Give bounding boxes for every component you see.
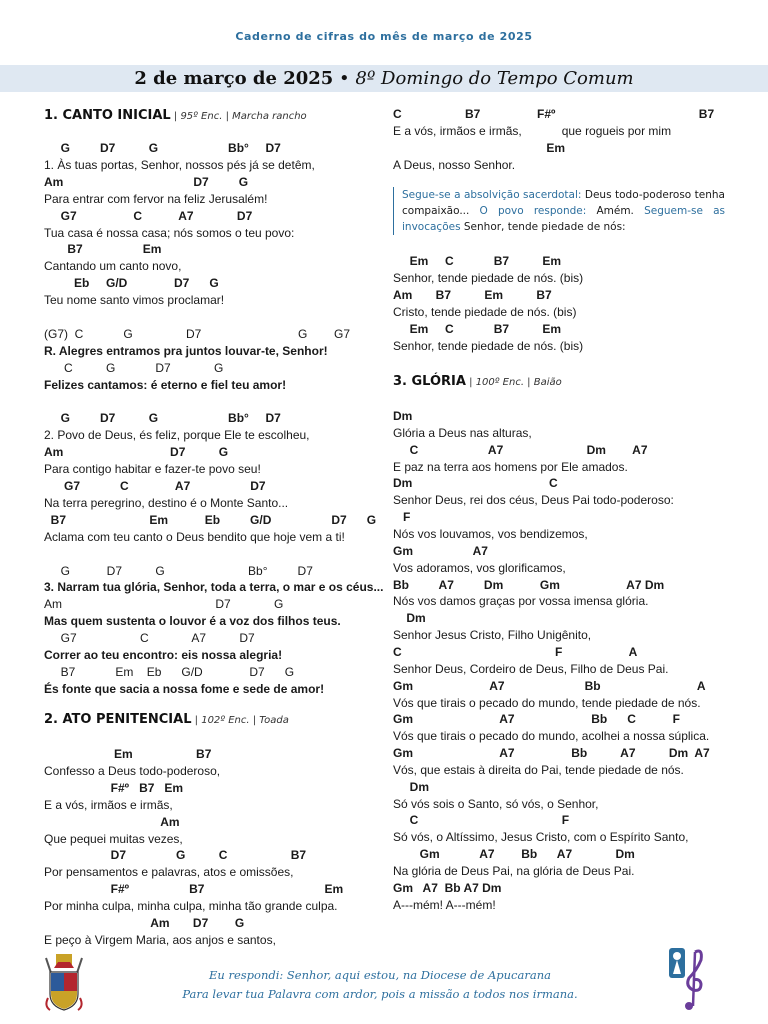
- lyric-line: Só vós sois o Santo, só vós, o Senhor,: [393, 796, 599, 811]
- chord-line: Dm: [393, 779, 430, 794]
- note-part: O povo responde:: [479, 205, 587, 217]
- lyric-line: E peço à Virgem Maria, aos anjos e santos,: [44, 932, 276, 947]
- lyric-line: Cantando um canto novo,: [44, 259, 182, 274]
- chord-line: Em B7: [44, 747, 212, 761]
- chord-line: G7 C A7 D7: [44, 479, 266, 493]
- chord-line: Correr ao teu encontro: eis nossa alegria!: [44, 648, 283, 662]
- chord-line: C B7 F#º B7: [393, 107, 715, 121]
- lyric-line: Para contigo habitar e fazer-te povo seu!: [44, 462, 261, 477]
- lyric-line: Am D7 G: [44, 597, 284, 612]
- lyric-line: Por pensamentos e palavras, atos e omissões,: [44, 865, 294, 880]
- lyric-line: Senhor Deus, rei dos céus, Deus Pai todo-poderoso:: [393, 493, 674, 508]
- chord-line: Em C B7 Em: [393, 321, 562, 336]
- chord-line: Felizes cantamos: é eterno e fiel teu amor!: [44, 377, 287, 392]
- lyric-line: Nós vos damos graças por vossa imensa glória.: [393, 594, 649, 609]
- chord-line: Am D7 G: [44, 916, 245, 930]
- chord-line: Am D7 G: [44, 445, 229, 460]
- chord-line: R. Alegres entramos pra juntos louvar-te, Senhor!: [44, 343, 328, 358]
- section-meta: | 100º Enc. | Baião: [465, 377, 562, 388]
- chord-line: Dm: [393, 611, 426, 626]
- lyric-line: Vós que tirais o pecado do mundo, acolhei a nossa súplica.: [393, 729, 710, 744]
- chord-line: Gm A7 Bb A7 Dm A7: [393, 746, 710, 760]
- lyric-line: 1. Às tuas portas, Senhor, nossos pés já se detêm,: [44, 157, 315, 172]
- section-gloria-heading: [393, 374, 562, 389]
- lyric-line: Vós, que estais à direita do Pai, tende piedade de nós.: [393, 762, 684, 777]
- lyric-line: Senhor Deus, Cordeiro de Deus, Filho de Deus Pai.: [393, 661, 669, 676]
- lyric-line: Só vós, o Altíssimo, Jesus Cristo, com o Espírito Santo,: [393, 830, 689, 845]
- note-part: Amém.: [586, 205, 645, 217]
- lyric-line: Na glória de Deus Pai, na glória de Deus Pai.: [393, 864, 635, 878]
- lyric-line: G D7 G Bb° D7: [44, 563, 313, 578]
- chord-line: Eb G/D D7 G: [44, 276, 219, 291]
- lyric-line: E a vós, irmãos e irmãs, que rogueis por mim: [393, 123, 672, 138]
- notebook-caption: Caderno de cifras do mês de março de 2025: [235, 30, 533, 43]
- lyric-line: Vós que tirais o pecado do mundo, tende piedade de nós.: [393, 695, 701, 710]
- lyric-line: E a vós, irmãos e irmãs,: [44, 797, 173, 812]
- chord-line: Am B7 Em B7: [393, 287, 552, 302]
- chord-line: Gm A7 Bb A7 Dm: [393, 847, 635, 862]
- section-title: 1. CANTO INICIAL: [44, 108, 171, 123]
- chord-line: B7 Em Eb G/D D7 G: [44, 512, 377, 527]
- section-title: 2. ATO PENITENCIAL: [44, 712, 192, 727]
- footer-line-1: Eu respondi: Senhor, aqui estou, na Diocese de Apucarana: [209, 968, 551, 982]
- chord-line: Gm A7 Bb A: [393, 678, 706, 693]
- chord-line: G D7 G Bb° D7: [44, 141, 281, 155]
- chord-line: F#º B7 Em: [44, 882, 344, 897]
- note-part: Segue-se a absolvição sacerdotal:: [402, 189, 582, 201]
- title-date: 2 de março de 2025: [134, 68, 334, 89]
- lyric-line: C G D7 G: [44, 360, 224, 375]
- lyric-line: G7 C A7 D7: [44, 631, 255, 646]
- diocese-coat-of-arms-icon: [40, 952, 88, 1014]
- chord-line: C F A: [393, 644, 638, 659]
- lyric-line: Tua casa é nossa casa; nós somos o teu povo:: [44, 225, 295, 240]
- chord-line: Am: [44, 814, 180, 829]
- music-ministry-logo-icon: [667, 944, 713, 1016]
- chord-line: G7 C A7 D7: [44, 208, 253, 223]
- title-occasion: 8º Domingo do Tempo Comum: [355, 68, 634, 89]
- chord-line: C F: [393, 813, 570, 828]
- chord-line: B7 Em: [44, 242, 162, 257]
- title-separator: •: [333, 68, 356, 89]
- chord-line: Dm: [393, 409, 413, 423]
- chord-line: Em: [393, 140, 566, 155]
- lyric-line: Que pequei muitas vezes,: [44, 831, 183, 846]
- section-title: 3. GLÓRIA: [393, 374, 466, 389]
- lyric-line: Por minha culpa, minha culpa, minha tão grande culpa.: [44, 899, 338, 914]
- lyric-line: A Deus, nosso Senhor.: [393, 157, 516, 172]
- lyric-line: B7 Em Eb G/D D7 G: [44, 664, 295, 679]
- chord-line: És fonte que sacia a nossa fome e sede de amor!: [44, 681, 325, 696]
- chord-line: F: [393, 510, 411, 525]
- lyric-line: Teu nome santo vimos proclamar!: [44, 293, 225, 308]
- chord-line: F#º B7 Em: [44, 780, 184, 795]
- chord-line: D7 G C B7: [44, 848, 307, 863]
- note-part: Seguem-se as invocações: [402, 205, 725, 233]
- lyric-line: (G7) C G D7 G G7: [44, 326, 351, 341]
- lyric-line: A---mém! A---mém!: [393, 897, 496, 912]
- chord-line: Gm A7 Bb C F: [393, 712, 680, 727]
- note-part: Senhor, tende piedade de nós:: [460, 221, 626, 233]
- chord-line: Mas quem sustenta o louvor é a voz dos filhos teus.: [44, 614, 341, 629]
- lyric-line: Vos adoramos, vos glorificamos,: [393, 560, 566, 575]
- chord-line: Dm C: [393, 476, 558, 491]
- footer-verse: [120, 966, 640, 1004]
- lyric-line: Para entrar com fervor na feliz Jerusalém!: [44, 191, 268, 206]
- chord-line: Em C B7 Em: [393, 254, 562, 268]
- chord-line: Am D7 G: [44, 174, 249, 189]
- section-meta: | 102º Enc. | Toada: [191, 715, 289, 726]
- lyric-line: Glória a Deus nas alturas,: [393, 425, 532, 440]
- lyric-line: Cristo, tende piedade de nós. (bis): [393, 304, 577, 319]
- lyric-line: Aclama com teu canto o Deus bendito que hoje vem a ti!: [44, 529, 345, 544]
- lyric-line: Senhor, tende piedade de nós. (bis): [393, 338, 584, 353]
- note-part: Deus todo-poderoso tenha compaixão...: [402, 189, 725, 217]
- lyric-line: E paz na terra aos homens por Ele amados.: [393, 459, 628, 474]
- chord-line: Gm A7 Bb A7 Dm: [393, 880, 502, 895]
- section-canto-inicial-heading: [44, 108, 307, 123]
- lyric-line: Senhor, tende piedade de nós. (bis): [393, 270, 584, 285]
- absolution-note: [393, 187, 725, 235]
- lyric-line: Na terra peregrino, destino é o Monte Santo...: [44, 495, 289, 510]
- chord-line: 3. Narram tua glória, Senhor, toda a terra, o mar e os céus...: [44, 580, 384, 595]
- chord-line: C A7 Dm A7: [393, 442, 648, 457]
- lyric-line: Confesso a Deus todo-poderoso,: [44, 763, 221, 778]
- chord-line: G D7 G Bb° D7: [44, 411, 281, 426]
- chord-line: Gm A7: [393, 543, 488, 558]
- lyric-line: Senhor Jesus Cristo, Filho Unigênito,: [393, 628, 592, 642]
- lyric-line: 2. Povo de Deus, és feliz, porque Ele te escolheu,: [44, 428, 310, 443]
- chord-line: Bb A7 Dm Gm A7 Dm: [393, 577, 665, 592]
- section-meta: | 95º Enc. | Marcha rancho: [170, 111, 307, 122]
- page-title: [0, 66, 768, 91]
- section-ato-penitencial-heading: [44, 712, 289, 727]
- lyric-line: Nós vos louvamos, vos bendizemos,: [393, 527, 588, 541]
- footer-line-2: Para levar tua Palavra com ardor, pois a missão a todos nos irmana.: [182, 987, 578, 1001]
